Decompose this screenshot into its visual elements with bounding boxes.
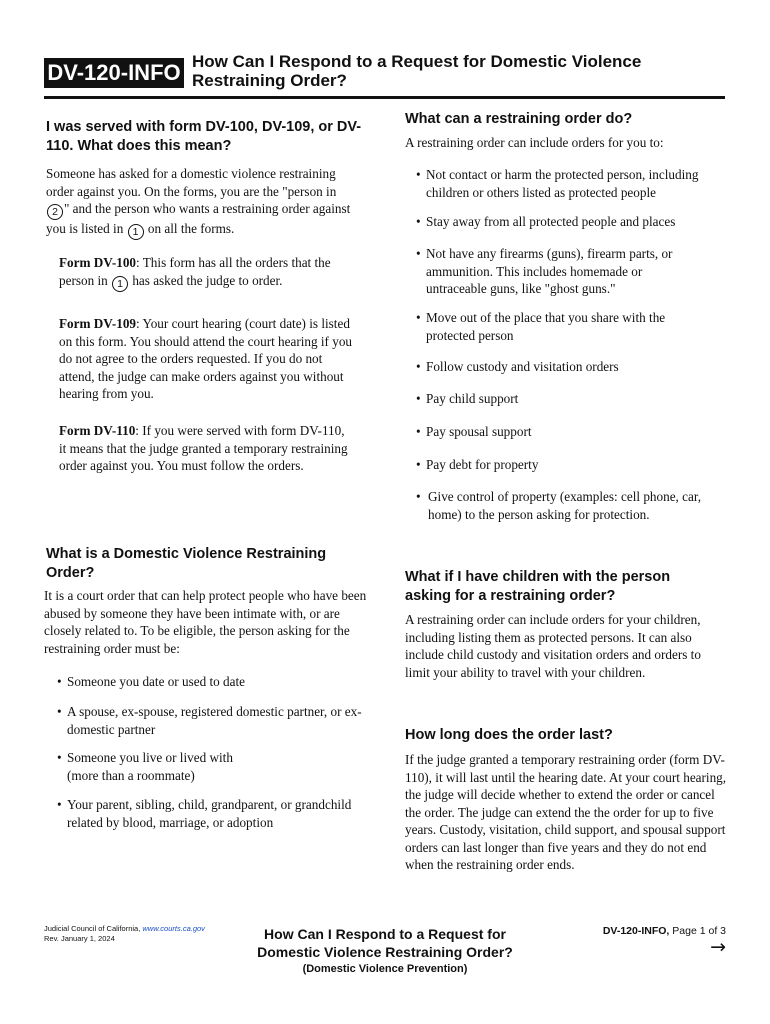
page-title: How Can I Respond to a Request for Domestic Violence Restraining Order? [192, 52, 642, 90]
footer-title-line2: Domestic Violence Restraining Order? [257, 944, 513, 960]
bullet-icon: • [416, 457, 421, 472]
bullet-icon: • [57, 797, 62, 812]
what-is-text: It is a court order that can help protect people who have been abused by someone they have been intimate with, or are closely related to. To be eligible, the person asking for the restraining order must be: [44, 588, 367, 656]
form-dv100-text-a: : This form has all the orders that the person in [59, 255, 331, 288]
form-dv110-paragraph [59, 422, 349, 475]
form-dv109-paragraph [59, 315, 359, 403]
form-dv109-label: Form DV-109 [59, 316, 137, 331]
form-id-badge: DV-120-INFO [44, 58, 184, 88]
bullet-icon: • [416, 391, 421, 406]
footer-page-number: Page 1 of 3 [672, 925, 726, 937]
header-divider [44, 96, 725, 99]
served-heading: I was served with form DV-100, DV-109, or DV-110. What does this mean? [46, 119, 362, 154]
footer-form-id: DV-120-INFO, [602, 925, 670, 937]
bullet-icon: • [416, 424, 421, 439]
served-intro-c: on all the forms. [147, 221, 235, 236]
bullet-icon: • [416, 310, 421, 325]
footer-council: Judicial Council of California, [44, 924, 141, 933]
form-dv110-label: Form DV-110 [59, 423, 136, 438]
bullet-icon: • [57, 674, 62, 689]
served-intro-b: " and the person who wants a restraining order against you is listed in [46, 201, 351, 236]
served-intro [46, 165, 351, 240]
footer-title-line1: How Can I Respond to a Request for [264, 926, 506, 942]
form-dv109-text: : Your court hearing (court date) is listed on this form. You should attend the court hearing if you do not agree to the orders requested. If you do not attend, the judge can make orders against you without hearing from you. [59, 316, 353, 401]
form-dv100-label: Form DV-100 [59, 255, 137, 270]
bullet-icon: • [416, 167, 421, 182]
footer-subtitle: (Domestic Violence Prevention) [302, 963, 468, 975]
what-is-heading: What is a Domestic Violence Restraining Order? [46, 546, 327, 581]
field-number-1-icon: 1 [112, 276, 128, 292]
form-dv100-paragraph [59, 254, 354, 292]
next-page-arrow-icon[interactable]: → [710, 936, 726, 958]
form-dv100-text-b: has asked the judge to order. [132, 272, 283, 288]
footer-publisher [44, 924, 244, 934]
children-heading: What if I have children with the person asking for a restraining order? [405, 569, 671, 604]
how-long-heading: How long does the order last? [405, 727, 613, 743]
form-dv110-text: : If you were served with form DV-110, it means that the judge granted a temporary restraining order against you. You must follow the orders. [59, 423, 348, 473]
field-number-1-icon: 1 [128, 224, 144, 240]
bullet-icon: • [416, 489, 421, 504]
can-do-heading: What can a restraining order do? [405, 111, 633, 127]
footer-website-link[interactable]: www.courts.ca.gov [142, 924, 205, 933]
bullet-icon: • [57, 750, 62, 765]
children-text: A restraining order can include orders for your children, including listing them as protected persons. It can also include child custody and visitation orders and orders to limit your ability to travel with your children. [405, 612, 701, 680]
bullet-icon: • [416, 246, 421, 261]
field-number-2-icon: 2 [47, 204, 63, 220]
can-do-intro: A restraining order can include orders for you to: [405, 135, 664, 150]
footer-revision: Rev. January 1, 2024 [44, 934, 115, 943]
bullet-icon: • [57, 704, 62, 719]
bullet-icon: • [416, 359, 421, 374]
served-intro-a: Someone has asked for a domestic violence restraining order against you. On the forms, you are the "person in [46, 166, 337, 199]
bullet-icon: • [416, 214, 421, 229]
how-long-text: If the judge granted a temporary restraining order (form DV-110), it will last until the hearing date. At your court hearing, the judge will decide whether to extend the order or cancel the order. The judge can extend the the order for up to five years. Custody, visitation, child support, and spousal support orders can last longer than five years and they do not end when the restraining order ends. [405, 752, 727, 872]
